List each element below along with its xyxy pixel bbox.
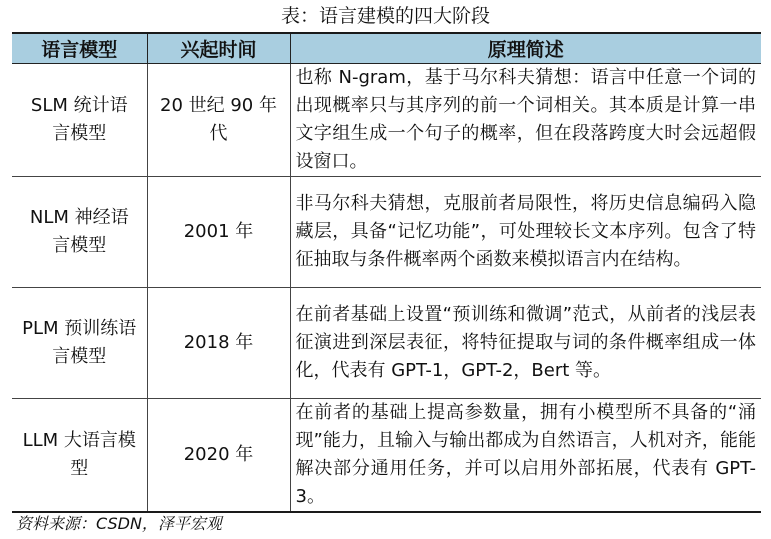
- cell-model: PLM 预训练语言模型: [12, 287, 147, 398]
- table-header-row: [12, 33, 761, 63]
- header-time: 兴起时间: [147, 33, 290, 63]
- cell-time: 20 世纪 90 年代: [147, 63, 290, 176]
- header-principle: 原理简述: [290, 33, 761, 63]
- cell-model: LLM 大语言模型: [12, 398, 147, 512]
- cell-model: NLM 神经语言模型: [12, 176, 147, 287]
- cell-time: 2020 年: [147, 398, 290, 512]
- table-row: [12, 398, 761, 512]
- cell-time: 2001 年: [147, 176, 290, 287]
- cell-principle: 在前者基础上设置“预训练和微调”范式，从前者的浅层表征演进到深层表征，将特征提取与词的条件概率组成一体化，代表有 GPT-1，GPT-2，Bert 等。: [290, 287, 761, 398]
- table-row: [12, 287, 761, 398]
- cell-principle: 在前者的基础上提高参数量，拥有小模型所不具备的“涌现”能力，且输入与输出都成为自然语言，人机对齐，能能解决部分通用任务，并可以启用外部拓展，代表有 GPT-3。: [290, 398, 761, 512]
- table-row: [12, 176, 761, 287]
- source-note: 资料来源：CSDN，泽平宏观: [16, 514, 222, 533]
- header-model: 语言模型: [12, 33, 147, 63]
- table-caption: 表：语言建模的四大阶段: [280, 5, 490, 27]
- language-model-stages-table: [12, 32, 761, 513]
- cell-model: SLM 统计语言模型: [12, 63, 147, 176]
- cell-principle: 也称 N-gram，基于马尔科夫猜想：语言中任意一个词的出现概率只与其序列的前一个词相关。其本质是计算一串文字组生成一个句子的概率，但在段落跨度大时会远超假设窗口。: [290, 63, 761, 176]
- cell-time: 2018 年: [147, 287, 290, 398]
- table-row: [12, 63, 761, 176]
- cell-principle: 非马尔科夫猜想，克服前者局限性，将历史信息编码入隐藏层，具备“记忆功能”，可处理较长文本序列。包含了特征抽取与条件概率两个函数来模拟语言内在结构。: [290, 176, 761, 287]
